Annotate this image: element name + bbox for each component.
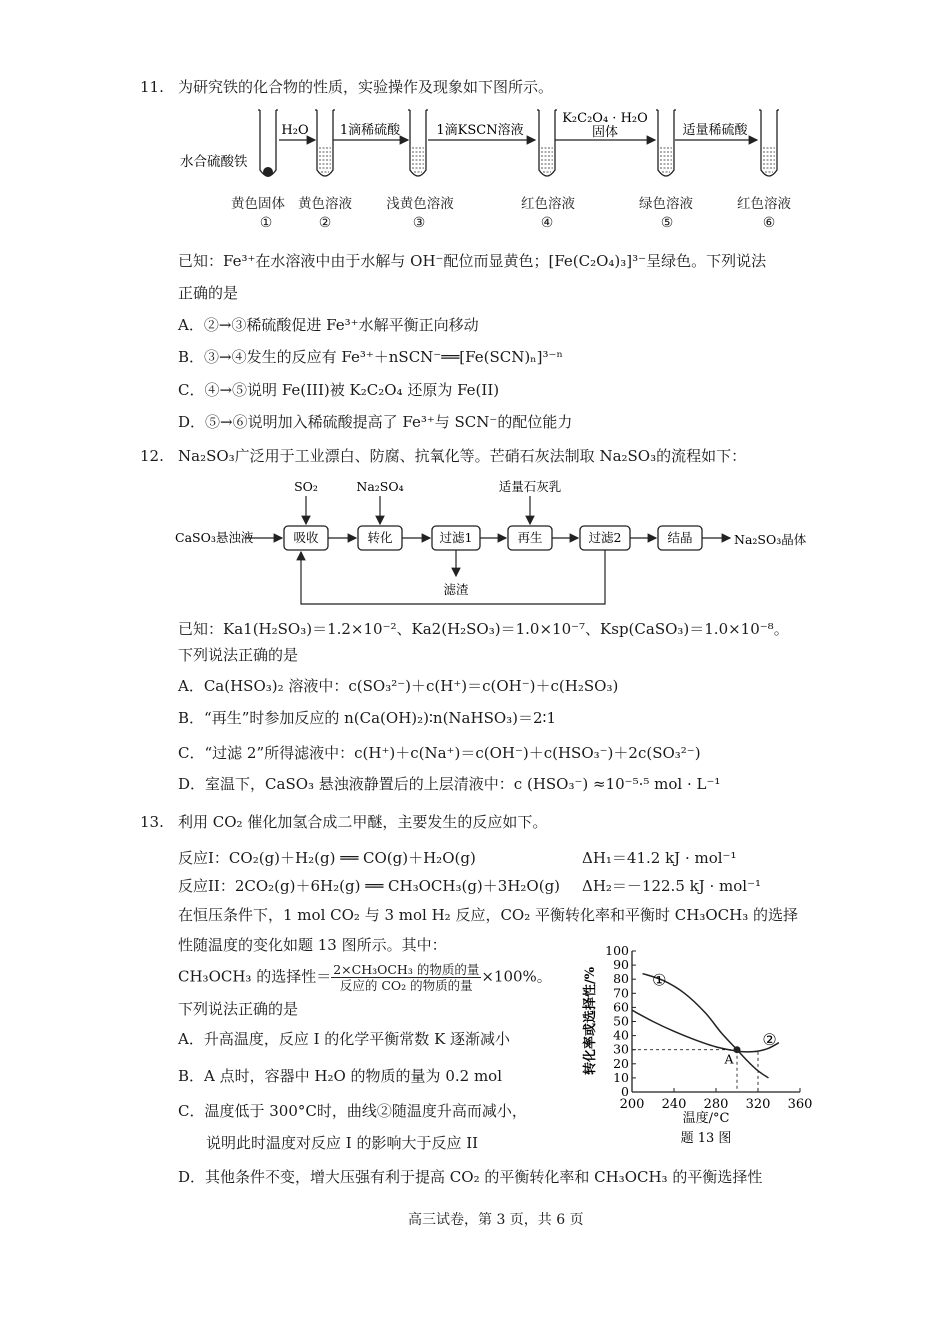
tube-3-desc: 浅黄色溶液: [386, 196, 454, 212]
chart-y-tick-label: 40: [613, 1027, 629, 1043]
test-tube-2: [315, 110, 335, 176]
chart-y-tick-label: 10: [613, 1069, 629, 1085]
flow-box-filter1: 过滤1: [439, 530, 473, 545]
q12-flow-diagram: [0, 470, 950, 615]
selectivity-fraction: [331, 962, 481, 993]
q13-chart: [570, 935, 820, 1150]
q13-option-b: B．A 点时，容器中 H₂O 的物质的量为 0.2 mol: [178, 1067, 502, 1085]
chart-xlabel: 温度/°C: [682, 1111, 730, 1126]
tube-2-num: ②: [318, 215, 332, 231]
q12-number: 12.: [140, 447, 164, 465]
q13-selectivity-formula: [178, 962, 552, 993]
flow-output: Na₂SO₃晶体: [734, 532, 807, 547]
q11-start-label: 水合硫酸铁: [180, 154, 248, 170]
q11-step-4: K₂C₂O₄ · H₂O: [562, 111, 648, 126]
q13-dh1: ΔH₁＝41.2 kJ · mol⁻¹: [582, 849, 737, 867]
chart-y-tick-label: 80: [613, 971, 629, 987]
tube-5-desc: 绿色溶液: [639, 196, 693, 212]
chart-x-tick-label: 200: [619, 1097, 645, 1112]
chart-x-tick-label: 280: [703, 1097, 729, 1112]
q13-reaction-2: 反应II：2CO₂(g)＋6H₂(g) ══ CH₃OCH₃(g)＋3H₂O(g): [178, 877, 561, 895]
tube-3-num: ③: [412, 215, 426, 231]
flow-residue: 滤渣: [443, 582, 469, 597]
chart-point-a-label: A: [724, 1051, 734, 1067]
flow-reagent-so2: SO₂: [294, 479, 318, 494]
q11-stem: 为研究铁的化合物的性质，实验操作及现象如下图所示。: [178, 78, 554, 96]
flow-box-crystal: 结晶: [667, 530, 693, 545]
q12-option-a: A．Ca(HSO₃)₂ 溶液中：c(SO₃²⁻)＋c(H⁺)＝c(OH⁻)＋c(H₂SO₃): [178, 677, 619, 695]
chart-series-2-label: ②: [762, 1029, 777, 1049]
selectivity-denominator: 反应的 CO₂ 的物质的量: [339, 978, 473, 993]
chart-y-tick-label: 0: [621, 1084, 629, 1099]
tube-1-desc: 黄色固体: [231, 196, 285, 212]
test-tube-1: [258, 110, 278, 177]
q11-step-1: H₂O: [281, 123, 309, 138]
tube-2-desc: 黄色溶液: [298, 196, 352, 212]
q12-stem: Na₂SO₃广泛用于工业漂白、防腐、抗氧化等。芒硝石灰法制取 Na₂SO₃的流程如下：: [178, 447, 747, 465]
q13-number: 13.: [140, 813, 164, 831]
q13-option-a: A．升高温度，反应 I 的化学平衡常数 K 逐渐减小: [178, 1030, 511, 1048]
flow-box-absorb: 吸收: [293, 530, 319, 545]
q11-number: 11.: [140, 78, 164, 96]
q13-ask: 下列说法正确的是: [178, 1000, 299, 1018]
selectivity-rhs: ×100%。: [481, 967, 552, 986]
selectivity-numerator: 2×CH₃OCH₃ 的物质的量: [333, 962, 480, 977]
chart-x-tick-label: 240: [661, 1097, 687, 1112]
chart-y-tick-label: 30: [613, 1041, 629, 1057]
test-tube-4: [537, 110, 557, 176]
q13-reaction-1: 反应I：CO₂(g)＋H₂(g) ══ CO(g)＋H₂O(g): [178, 849, 476, 867]
q11-known-line2: 正确的是: [178, 284, 239, 302]
chart-y-tick-label: 20: [613, 1055, 629, 1071]
chart-series-1-label: ①: [652, 970, 667, 990]
q11-option-d: D．⑤→⑥说明加入稀硫酸提高了 Fe³⁺与 SCN⁻的配位能力: [178, 413, 573, 431]
q13-condition-line1: 在恒压条件下，1 mol CO₂ 与 3 mol H₂ 反应，CO₂ 平衡转化率和平衡时 CH₃OCH₃ 的选择: [178, 906, 798, 924]
q11-step-5: 适量稀硫酸: [682, 123, 748, 138]
flow-box-convert: 转化: [367, 530, 393, 545]
q13-stem: 利用 CO₂ 催化加氢合成二甲醚，主要发生的反应如下。: [178, 813, 548, 831]
flow-box-regen: 再生: [517, 530, 543, 545]
q11-step-4-sub: 固体: [591, 125, 619, 140]
chart-y-tick-label: 90: [613, 957, 629, 973]
tube-6-desc: 红色溶液: [737, 196, 791, 212]
chart-caption: 题 13 图: [680, 1131, 732, 1146]
q11-option-b: B．③→④发生的反应有 Fe³⁺＋nSCN⁻══[Fe(SCN)ₙ]³⁻ⁿ: [178, 348, 563, 366]
selectivity-lhs: CH₃OCH₃ 的选择性＝: [178, 967, 332, 986]
q11-known-line1: 已知：Fe³⁺在水溶液中由于水解与 OH⁻配位而显黄色；[Fe(C₂O₄)₃]³⁻呈绿色。下列说法: [178, 252, 767, 270]
q12-known: 已知：Ka1(H₂SO₃)＝1.2×10⁻²、Ka2(H₂SO₃)＝1.0×10⁻⁷、Ksp(CaSO₃)＝1.0×10⁻⁸。: [178, 620, 789, 638]
tube-4-num: ④: [540, 215, 554, 231]
chart-x-tick-label: 360: [787, 1097, 813, 1112]
q12-option-b: B．“再生”时参加反应的 n(Ca(OH)₂)∶n(NaHSO₃)＝2∶1: [178, 709, 557, 727]
flow-reagent-na2so4: Na₂SO₄: [356, 479, 404, 494]
q11-experiment-diagram: [0, 100, 950, 240]
q11-step-2: 1滴稀硫酸: [339, 123, 401, 138]
q13-condition-line2: 性随温度的变化如题 13 图所示。其中：: [178, 936, 447, 954]
q11-step-3: 1滴KSCN溶液: [436, 123, 524, 138]
test-tube-6: [759, 110, 779, 176]
page-footer: 高三试卷，第 3 页，共 6 页: [408, 1212, 584, 1228]
test-tube-3: [408, 110, 428, 176]
chart-x-tick-label: 320: [745, 1097, 771, 1112]
q12-option-c: C．“过滤 2”所得滤液中：c(H⁺)＋c(Na⁺)＝c(OH⁻)＋c(HSO₃⁻)＋2c(SO₃²⁻): [178, 744, 701, 762]
q13-dh2: ΔH₂＝－122.5 kJ · mol⁻¹: [582, 877, 762, 895]
q13-option-c-line1: C．温度低于 300°C时，曲线②随温度升高而减小，: [178, 1102, 527, 1120]
tube-6-num: ⑥: [762, 215, 776, 231]
tube-5-num: ⑤: [660, 215, 674, 231]
q13-option-d: D．其他条件不变，增大压强有利于提高 CO₂ 的平衡转化率和 CH₃OCH₃ 的平衡选择性: [178, 1168, 763, 1186]
q13-option-c-line2: 说明此时温度对反应 I 的影响大于反应 II: [206, 1134, 479, 1152]
chart-series-2-line: [632, 1010, 779, 1052]
chart-y-tick-label: 60: [613, 999, 629, 1015]
q11-option-a: A．②→③稀硫酸促进 Fe³⁺水解平衡正向移动: [178, 316, 479, 334]
q12-ask: 下列说法正确的是: [178, 646, 299, 664]
chart-y-tick-label: 70: [613, 985, 629, 1001]
q11-option-c: C．④→⑤说明 Fe(III)被 K₂C₂O₄ 还原为 Fe(II): [178, 381, 500, 399]
chart-y-tick-label: 50: [613, 1013, 629, 1029]
chart-y-tick-label: 100: [605, 943, 629, 958]
flow-input: CaSO₃悬浊液: [175, 530, 254, 545]
flow-reagent-lime: 适量石灰乳: [498, 479, 562, 494]
flow-box-filter2: 过滤2: [588, 530, 622, 545]
tube-1-num: ①: [259, 215, 273, 231]
q12-option-d: D．室温下，CaSO₃ 悬浊液静置后的上层清液中：c (HSO₃⁻) ≈10⁻⁵·⁵ mol · L⁻¹: [178, 775, 721, 793]
test-tube-5: [656, 110, 676, 176]
chart-ylabel: 转化率或选择性/%: [583, 966, 598, 1076]
tube-4-desc: 红色溶液: [521, 196, 575, 212]
chart-point-a: [734, 1046, 741, 1053]
